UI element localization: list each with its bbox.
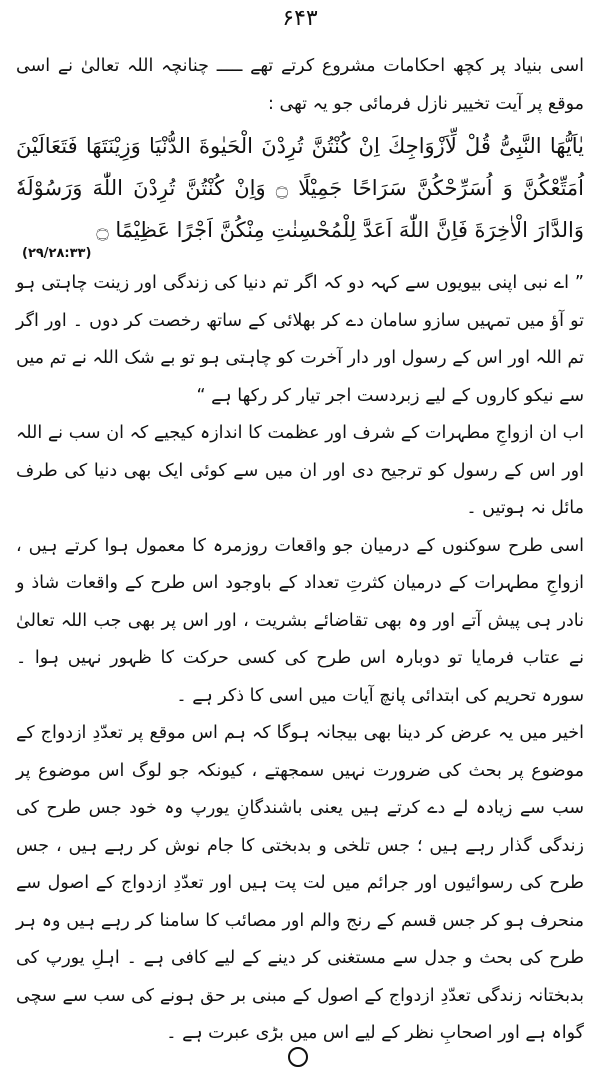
paragraph-3: اخیر میں یہ عرض کر دینا بھی بیجانہ ہوگا کہ ہم اس موقع پر تعدّدِ ازدواج کے موضوع پر بحث کی ضرورت نہیں سمجھتے ، کیونکہ جو لوگ اس موضوع پر سب سے زیادہ لے دے کرتے ہیں یعنی باشندگانِ یورپ وہ خود جس طرح کی زندگی گذار رہے ہیں ؛ جس تلخی و بدبختی کا جام نوش کر رہے ہیں ، جس طرح کی رسوائیوں اور جرائم میں لت پت ہیں اور تعدّدِ ازدواج کے اصول سے منحرف ہو کر جس قسم کے رنج والم اور مصائب کا سامنا کر رہے ہیں وہ ہر طرح کی بحث و جدل سے مستغنی کر دینے کے لیے کافی ہے ۔ اہلِ یورپ کی بدبختانہ زندگی تعدّدِ ازدواج کے اصول کے مبنی بر حق ہونے کی سب سے سچی گواہ ہے اور اصحابِ نظر کے لیے اس میں بڑی عبرت ہے ۔	[16, 723, 584, 1043]
page-end-circle-icon	[288, 1047, 308, 1067]
page-number: ۶۴۳	[282, 6, 318, 31]
paragraph-1: اب ان ازواجِ مطہرات کے شرف اور عظمت کا اندازہ کیجیے کہ ان سب نے اللہ اور اس کے رسول کو ترجیح دی اور ان میں سے کوئی ایک بھی دنیا کی طرف مائل نہ ہوتیں ۔	[16, 423, 584, 518]
verse-reference: (۲۹/۲۸:۳۳)	[22, 246, 92, 261]
page-body	[16, 48, 584, 1053]
quran-verse: یٰاَیُّهَا النَّبِیُّ قُلْ لِّاَزْوَاجِكَ اِنْ كُنْتُنَّ تُرِدْنَ الْحَیٰوةَ الدُّنْیَا وَزِیْنَتَهَا فَتَعَالَیْنَ اُمَتِّعْكُنَّ وَ اُسَرِّحْكُنَّ سَرَاحًا جَمِیْلًا ۝ وَاِنْ كُنْتُنَّ تُرِدْنَ اللّٰهَ وَرَسُوْلَهٗ وَالدَّارَ الْاٰخِرَةَ فَاِنَّ اللّٰهَ اَعَدَّ لِلْمُحْسِنٰتِ مِنْكُنَّ اَجْرًا عَظِیْمًا ۝	[16, 134, 584, 242]
verse-translation: ” اے نبی اپنی بیویوں سے کہہ دو کہ اگر تم دنیا کی زندگی اور زینت چاہتی ہو تو آؤ میں تمہیں سازو سامان دے کر بھلائی کے ساتھ رخصت کر دوں ۔ اور اگر تم اللہ اور اس کے رسول اور دار آخرت کو چاہتی ہو تو بے شک اللہ نے تم میں سے نیکو کاروں کے لیے زبردست اجر تیار کر رکھا ہے “	[16, 273, 584, 406]
paragraph-2: اسی طرح سوکنوں کے درمیان جو واقعات روزمرہ کا معمول ہوا کرتے ہیں ، ازواجِ مطہرات کے درمیان کثرتِ تعداد کے باوجود اس طرح کے واقعات شاذ و نادر ہی پیش آتے اور وہ بھی تقاضائے بشریت ، اور اس پر بھی جب اللہ تعالیٰ نے عتاب فرمایا تو دوبارہ اس طرح کی کسی حرکت کا ظہور نہیں ہوا ۔ سورہ تحریم کی ابتدائی پانچ آیات میں اسی کا ذکر ہے ۔	[16, 535, 584, 706]
intro-paragraph: اسی بنیاد پر کچھ احکامات مشروع کرتے تھے ـــــ چنانچہ اللہ تعالیٰ نے اسی موقع پر آیت تخییر نازل فرمائی جو یہ تھی :	[16, 56, 584, 114]
